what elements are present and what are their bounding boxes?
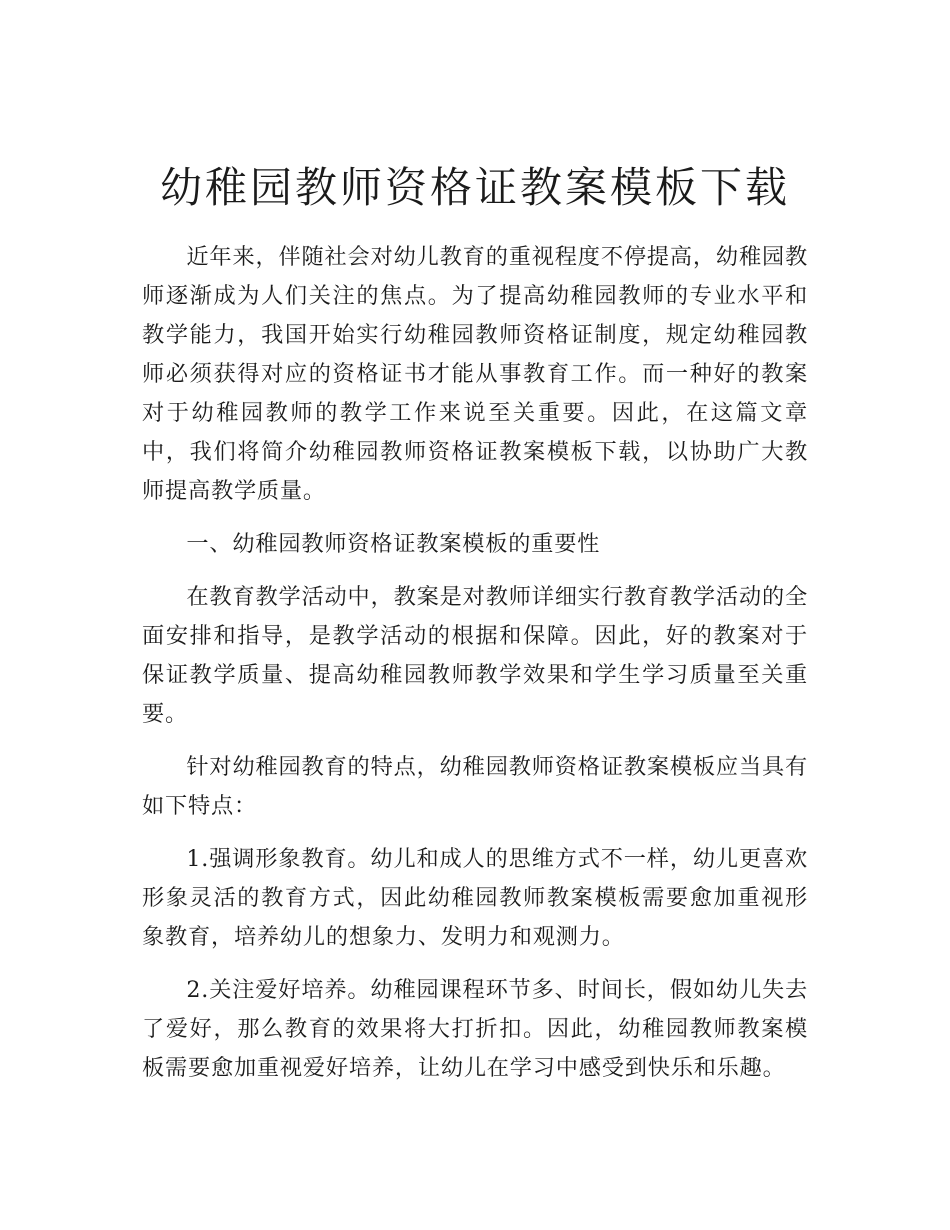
section-heading: 一、幼稚园教师资格证教案模板的重要性 (186, 531, 601, 557)
document-page (142, 158, 808, 1102)
body-paragraph: 在教育教学活动中，教案是对教师详细实行教育教学活动的全面安排和指导，是教学活动的根据和保障。因此，好的教案对于保证教学质量、提高幼稚园教师教学效果和学生学习质量至关重要。 (142, 584, 808, 727)
intro-paragraph: 近年来，伴随社会对幼儿教育的重视程度不停提高，幼稚园教师逐渐成为人们关注的焦点。为了提高幼稚园教师的专业水平和教学能力，我国开始实行幼稚园教师资格证制度，规定幼稚园教师必须获得对应的资格证书才能从事教育工作。而一种好的教案对于幼稚园教师的教学工作来说至关重要。因此，在这篇文章中，我们将简介幼稚园教师资格证教案模板下载，以协助广大教师提高教学质量。 (142, 244, 808, 504)
document-title: 幼稚园教师资格证教案模板下载 (159, 163, 790, 212)
list-item-paragraph: 2.关注爱好培养。幼稚园课程环节多、时间长，假如幼儿失去了爱好，那么教育的效果将大打折扣。因此，幼稚园教师教案模板需要愈加重视爱好培养，让幼儿在学习中感受到快乐和乐趣。 (142, 977, 808, 1081)
list-item-paragraph: 1.强调形象教育。幼儿和成人的思维方式不一样，幼儿更喜欢形象灵活的教育方式，因此幼稚园教师教案模板需要愈加重视形象教育，培养幼儿的想象力、发明力和观测力。 (142, 846, 808, 950)
body-paragraph: 针对幼稚园教育的特点，幼稚园教师资格证教案模板应当具有如下特点： (142, 754, 808, 819)
